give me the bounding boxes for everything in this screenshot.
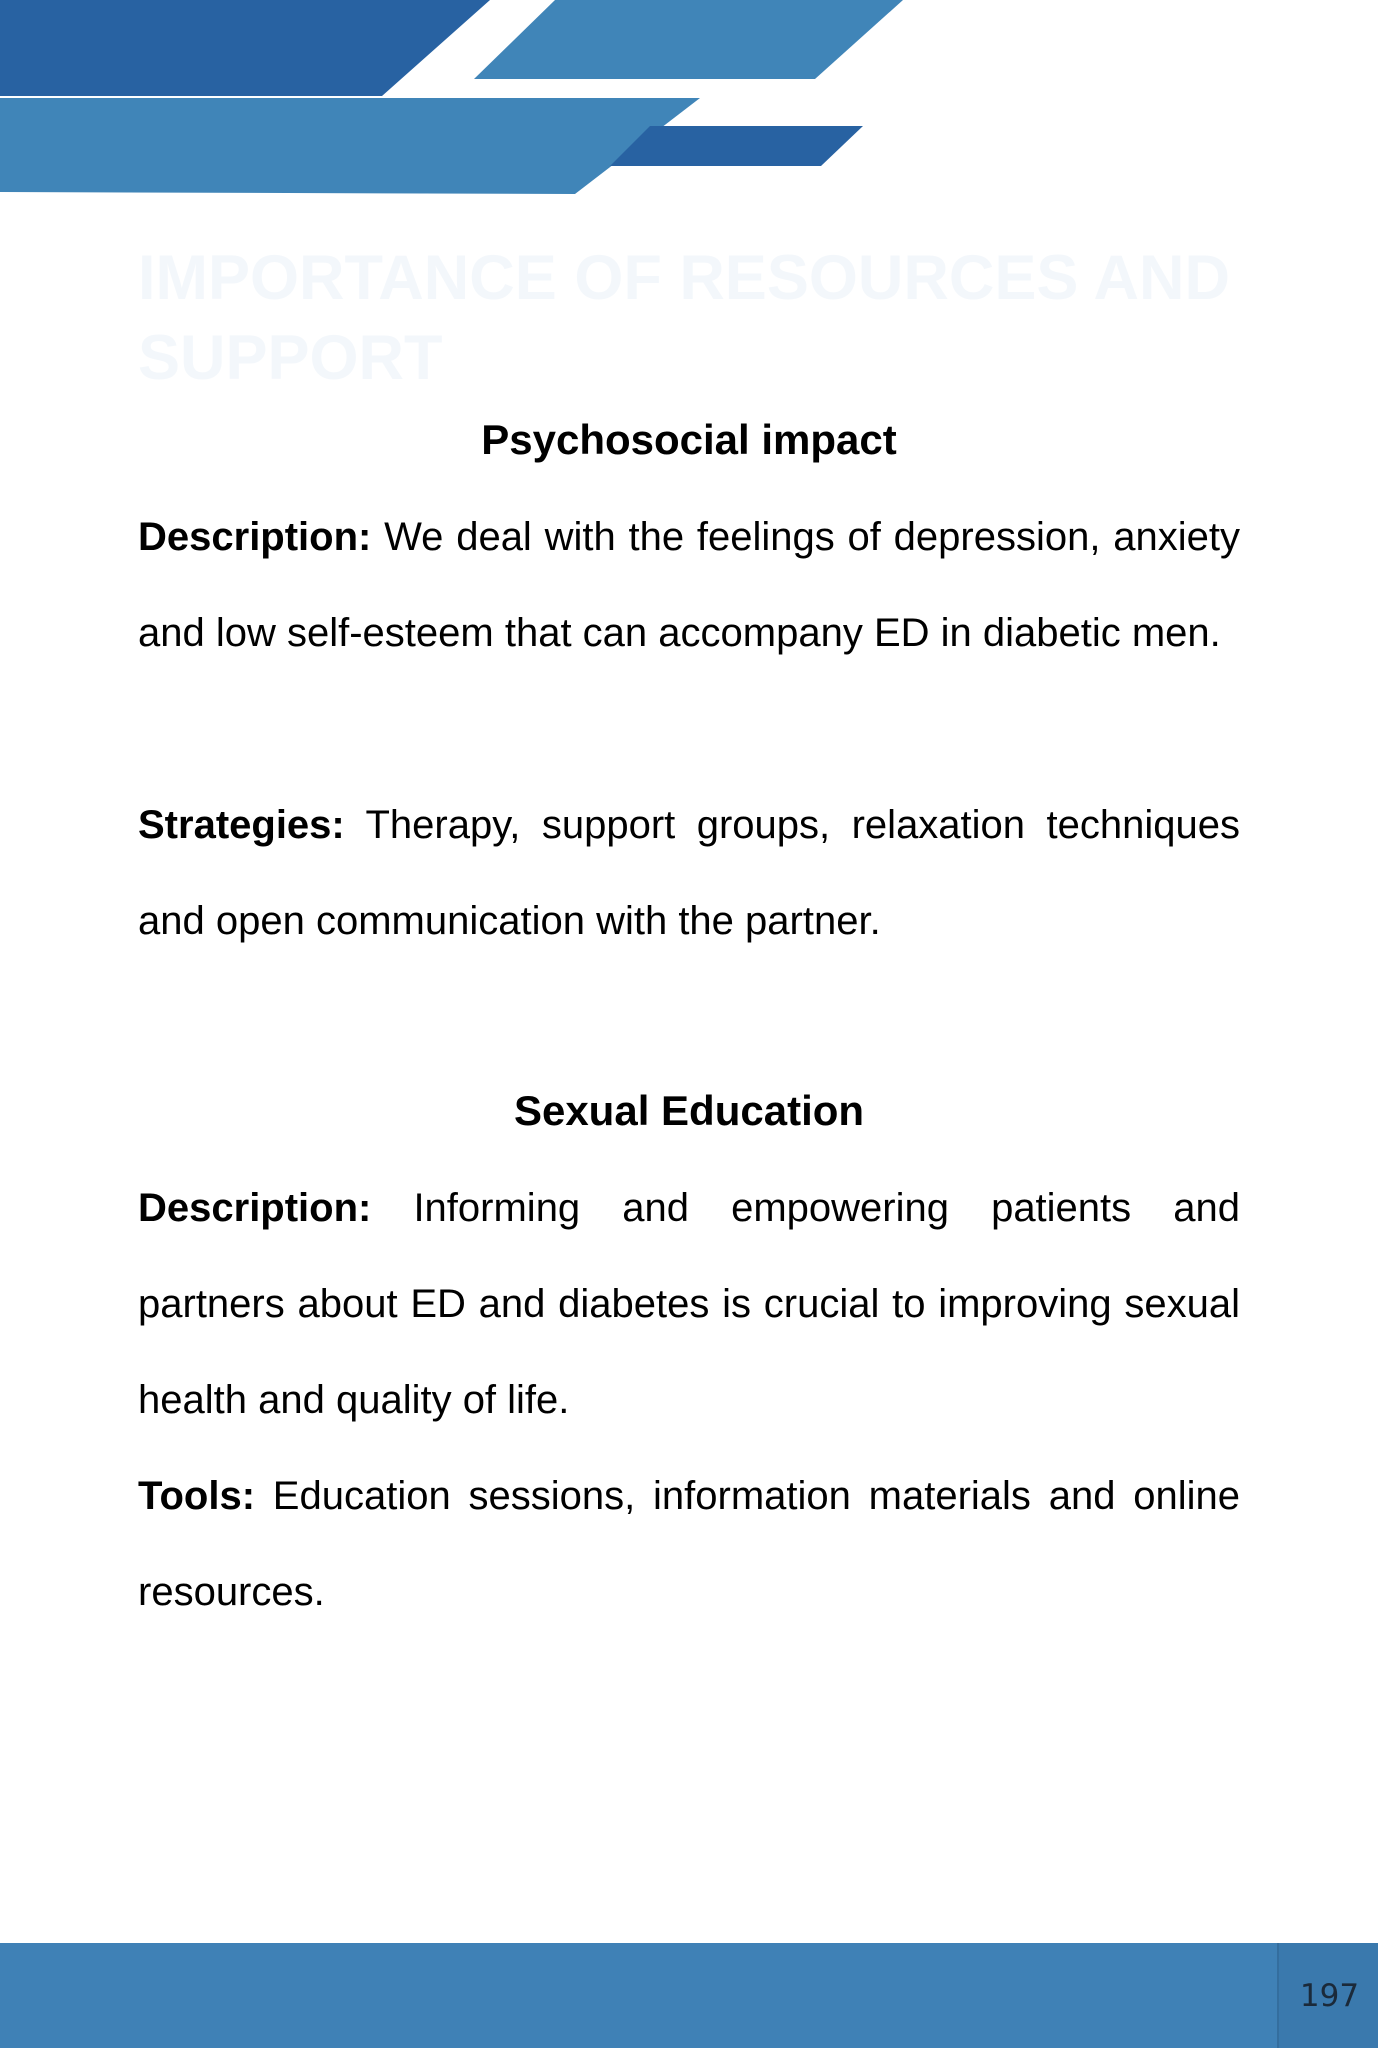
section-heading-sexual-education: Sexual Education <box>513 1087 865 1134</box>
description-text: We deal with the feelings of depression, anxiety and low self-esteem that can accompany ED in diabetic men. <box>138 515 1240 655</box>
psychosocial-description-paragraph <box>138 489 1240 681</box>
banner-stripe-top-light <box>474 0 903 79</box>
tools-label: Tools: <box>138 1474 256 1518</box>
sexual-education-tools-paragraph <box>138 1448 1240 1640</box>
banner-stripe-lower-dark <box>610 126 863 166</box>
header-banner <box>0 0 1378 200</box>
section-heading-psychosocial-impact: Psychosocial impact <box>481 416 897 463</box>
page-number: 197 <box>1277 1943 1378 2048</box>
description-label: Description: <box>138 515 372 559</box>
strategies-text: Therapy, support groups, relaxation techniques and open communication with the partner. <box>138 803 1240 943</box>
banner-stripe-lower-light <box>0 98 700 194</box>
description-text: Informing and empowering patients and partners about ED and diabetes is crucial to improving sexual health and quality of life. <box>138 1186 1240 1422</box>
page-title-watermark: IMPORTANCE OF RESOURCES AND SUPPORT <box>138 243 1231 393</box>
strategies-label: Strategies: <box>138 803 345 847</box>
description-label: Description: <box>138 1186 372 1230</box>
sexual-education-description-paragraph <box>138 1160 1240 1448</box>
tools-text: Education sessions, information materials and online resources. <box>138 1474 1240 1614</box>
banner-stripe-top-dark <box>0 0 490 96</box>
psychosocial-strategies-paragraph <box>138 777 1240 969</box>
footer-bar <box>0 1943 1378 2048</box>
